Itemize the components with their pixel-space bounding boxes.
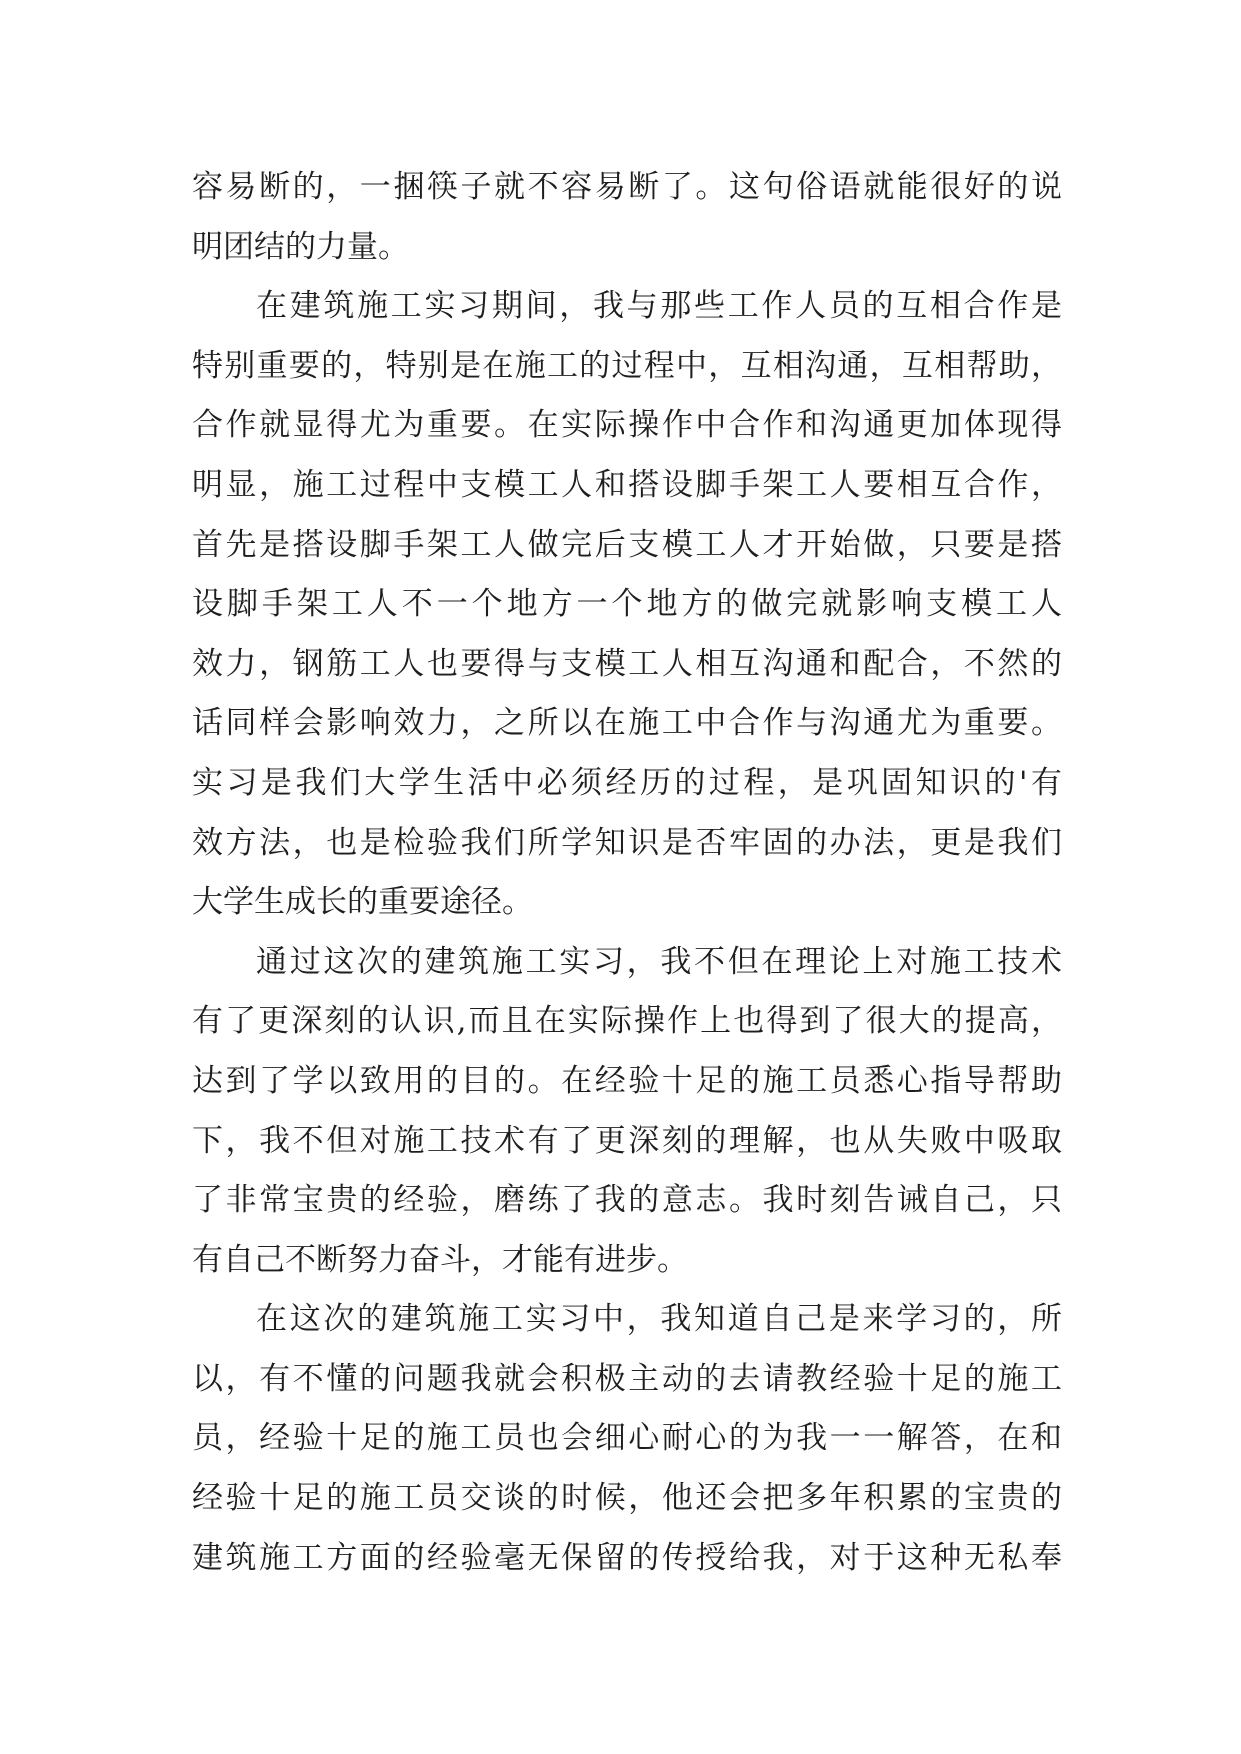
text-line: 特别重要的，特别是在施工的过程中，互相沟通，互相帮助， — [192, 347, 1062, 384]
text-line: 下，我不但对施工技术有了更深刻的理解，也从失败中吸取 — [192, 1122, 1062, 1159]
text-line: 达到了学以致用的目的。在经验十足的施工员悉心指导帮助 — [192, 1062, 1062, 1099]
text-line: 大学生成长的重要途径。 — [192, 884, 533, 921]
text-line: 了非常宝贵的经验，磨练了我的意志。我时刻告诫自己，只 — [192, 1182, 1062, 1219]
text-line: 首先是搭设脚手架工人做完后支模工人才开始做，只要是搭 — [192, 526, 1062, 563]
paragraph-first-line: 在这次的建筑施工实习中，我知道自己是来学习的，所 — [256, 1301, 1062, 1338]
text-line: 以，有不懂的问题我就会积极主动的去请教经验十足的施工 — [192, 1360, 1062, 1397]
text-line: 有了更深刻的认识,而且在实际操作上也得到了很大的提高， — [192, 1003, 1062, 1040]
text-line: 效力，钢筋工人也要得与支模工人相互沟通和配合，不然的 — [192, 645, 1062, 682]
text-line: 合作就显得尤为重要。在实际操作中合作和沟通更加体现得 — [192, 407, 1062, 444]
text-line: 容易断的，一捆筷子就不容易断了。这句俗语就能很好的说 — [192, 169, 1062, 205]
text-line: 明团结的力量。 — [192, 228, 409, 265]
text-line: 员，经验十足的施工员也会细心耐心的为我一一解答，在和 — [192, 1420, 1062, 1457]
text-line: 话同样会影响效力，之所以在施工中合作与沟通尤为重要。 — [192, 705, 1062, 742]
text-line: 实习是我们大学生活中必须经历的过程，是巩固知识的'有 — [192, 764, 1062, 801]
text-line: 明显，施工过程中支模工人和搭设脚手架工人要相互合作， — [192, 466, 1062, 503]
text-line: 建筑施工方面的经验毫无保留的传授给我，对于这种无私奉 — [192, 1539, 1062, 1576]
text-line: 有自己不断努力奋斗，才能有进步。 — [192, 1241, 688, 1278]
text-line: 经验十足的施工员交谈的时候，他还会把多年积累的宝贵的 — [192, 1480, 1062, 1517]
paragraph-first-line: 在建筑施工实习期间，我与那些工作人员的互相合作是 — [256, 288, 1062, 325]
text-line: 设脚手架工人不一个地方一个地方的做完就影响支模工人 — [192, 586, 1062, 623]
text-line: 效方法，也是检验我们所学知识是否牢固的办法，更是我们 — [192, 824, 1062, 861]
body-text — [192, 158, 1062, 1588]
paragraph-first-line: 通过这次的建筑施工实习，我不但在理论上对施工技术 — [256, 943, 1062, 980]
